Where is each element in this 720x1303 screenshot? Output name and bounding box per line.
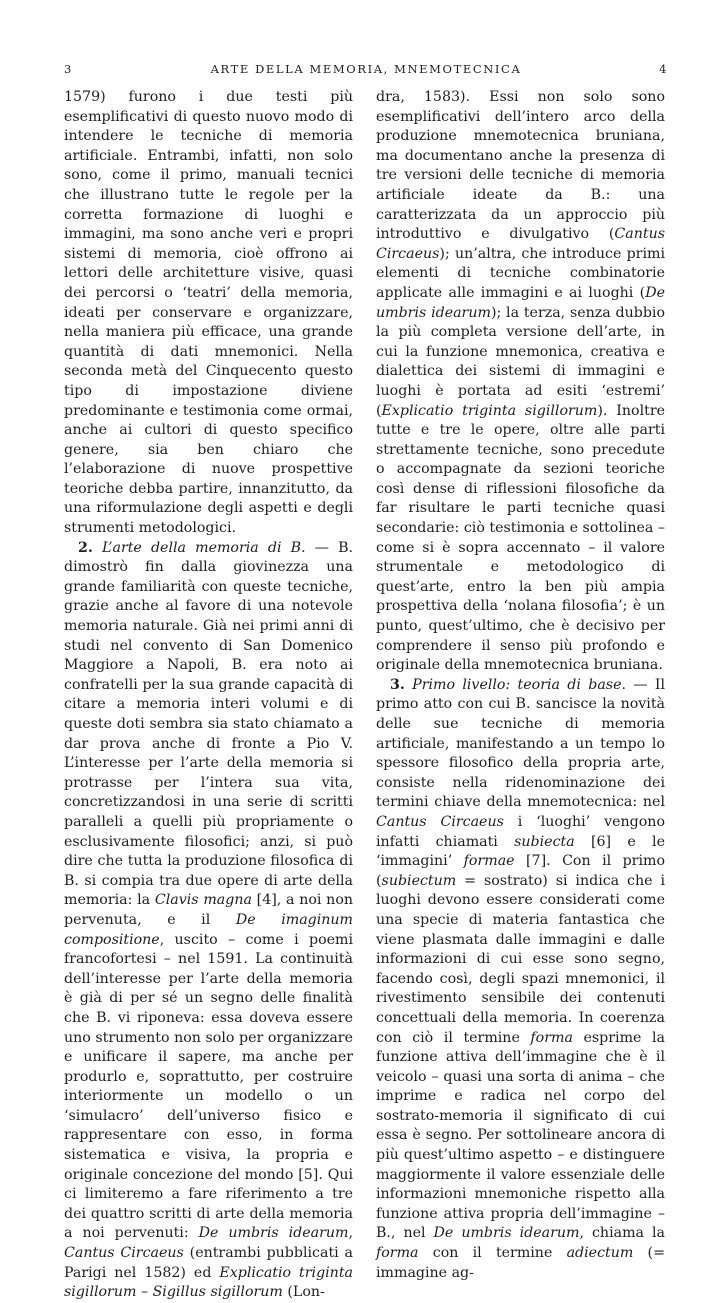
text-run: Il primo atto con cui B. sancisce la novità delle sue tecniche di memoria artificiale, manifestando a un tempo lo spessore filosofico della propria arte, consiste nella ridenominazione dei termini chiave della mnemotecnica: nel <box>376 676 666 811</box>
text-run: , <box>348 1225 353 1242</box>
text-run: ); un’altra, che introduce primi elementi di tecniche combinatorie applicate alle immagini e ai luoghi ( <box>376 245 665 301</box>
text-run: – <box>136 1284 153 1301</box>
work-title: Explicatio triginta sigillorum <box>64 1264 353 1301</box>
term: formae <box>463 853 515 870</box>
text-run: . — <box>621 676 655 693</box>
text-run: B. dimostrò fin dalla giovinezza una grande familiarità con queste tecniche, grazie anche al favore di una notevole memoria naturale. Già nei primi anni di studi nel convento di San Domenico Maggiore a Napoli, B. era noto ai confratelli per la sua grande capacità di citare a memoria interi volumi e di queste doti sembra sia stato chiamato a dar prova anche di fronte a Pio V. L’interesse per l’arte della memoria si protrasse per l’intera sua vita, concretizzandosi in una serie di scritti paralleli a quelli più propriamente o esclusivamente filosofici; anzi, si può dire che tutta la produzione filosofica di B. si compia tra due opere di arte della memoria: la <box>64 539 354 909</box>
page-number-left: 3 <box>64 62 73 76</box>
text-run: 1579) furono i due testi più esemplificativi di questo nuovo modo di intendere le tecniche di memoria artificiale. Entrambi, infatti, non solo sono, come il primo, manuali tecnici che illustrano tutte le regole per la corretta formazione di luoghi e immagini, ma sono anche veri e propri sistemi di memoria, cioè offrono ai lettori delle architetture visive, quasi dei percorsi o ‘teatri’ della memoria, ideati per conservare e organizzare, nella maniera più efficace, una grande quantità di dati mnemonici. Nella seconda metà del Cinquecento questo tipo di impostazione diviene predominante e testimonia come ormai, anche ai cultori di questo specifico genere, sia ben chiaro che l’elaborazione di nuove prospettive teoriche debba partire, innanzitutto, da una riformulazione degli aspetti e degli strumenti metodologici. <box>64 89 353 537</box>
text-run: dra, 1583). Essi non solo sono esemplificativi dell’intero arco della produzione mnemotecnica bruniana, ma documentano anche la presenza di tre versioni delle tecniche di memoria artificiale ideate da B.: una caratterizzata da un approccio più introduttivo e divulgativo ( <box>376 89 665 243</box>
work-title: Cantus Circaeus <box>376 226 665 262</box>
work-title: De umbris idearum <box>198 1225 349 1242</box>
section-3-paragraph <box>376 676 665 1283</box>
work-title: De imaginum compositione <box>64 911 353 948</box>
text-run: — <box>305 539 339 556</box>
work-title: Cantus Circaeus <box>64 1245 184 1262</box>
term: forma <box>530 1029 573 1046</box>
work-title: De umbris idearum <box>376 284 665 321</box>
running-title: ARTE DELLA MEMORIA, MNEMOTECNICA <box>210 62 522 76</box>
work-title: De umbris idearum <box>433 1225 580 1242</box>
term: subiecta <box>514 833 575 850</box>
text-run: , uscito – come i poemi francofortesi – nel 1591. La continuità dell’interesse per l’arte della memoria è già di per sé un segno delle finalità che B. vi riponeva: essa doveva essere uno strumento non solo per organizzare e unificare il sapere, ma anche per produrlo e, soprattutto, per costruire interiormente un modello o un ‘simulacro’ dell’universo fisico e rappresentare con esso, in forma sistematica e visiva, la propria e originale concezione del mondo [5]. Qui ci limiteremo a fare riferimento a tre dei quattro scritti di arte della memoria a noi pervenuti: <box>64 931 353 1242</box>
text-run: (entrambi pubblicati a Parigi nel 1582) ed <box>64 1245 353 1281</box>
text-run: , chiama la <box>579 1225 665 1242</box>
text-run: (= immagine ag- <box>376 1245 665 1281</box>
section-2-paragraph <box>64 539 353 1303</box>
section-number: 3. <box>390 676 405 693</box>
section-title: L’arte della memoria di B. <box>101 539 306 556</box>
section-number: 2. <box>78 539 93 556</box>
text-run: i ‘luoghi’ vengono infatti chiamati <box>376 813 665 850</box>
text-run: [4], a noi non pervenuta, e il <box>64 892 353 928</box>
text-run: = sostrato) si indica che i luoghi devono essere considerati come una specie di materia fantastica che viene plasmata dalle immagini e dalle informazioni di cui esse sono segno, facendo così, degli spazi mnemonici, il rivestimento sensibile dei contenuti concettuali della memoria. In coerenza con ciò il termine <box>376 872 665 1046</box>
work-title: Explicatio triginta sigillorum <box>381 402 598 419</box>
running-header <box>64 62 668 82</box>
text-run: ); la terza, senza dubbio la più completa versione dell’arte, in cui la funzione mnemonica, creativa e dialettica dei sistemi di immagini e luoghi è portata ad esiti ‘estremi’ ( <box>376 304 665 419</box>
work-title: Sigillus sigillorum <box>152 1284 283 1301</box>
text-run: con il termine <box>418 1245 567 1262</box>
section-title: Primo livello: teoria di base <box>412 676 622 693</box>
text-run: [7]. Con il primo ( <box>376 853 665 889</box>
work-title: Clavis magna <box>154 892 252 909</box>
term: subiectum <box>381 872 457 889</box>
text-run: esprime la funzione attiva dell’immagine che è il veicolo – quasi una sorta di anima – che imprime e radica nel corpo del sostrato-memoria il significato di cui essa è segno. Per sottolineare ancora di più quest’ultimo aspetto – e distinguere maggiormente il valore essenziale delle informazioni mnemoniche rispetto alla funzione attiva propria dell’immagine – B., nel <box>376 1029 665 1242</box>
paragraph-continued <box>376 88 665 676</box>
text-run: [6] e le ‘immagini’ <box>376 833 665 870</box>
paragraph-continued <box>64 88 353 539</box>
text-run: (Lon- <box>282 1284 325 1301</box>
work-title: Cantus Circaeus <box>376 813 504 830</box>
text-column-right <box>376 88 665 1283</box>
text-column-left <box>64 88 353 1303</box>
text-run: ). Inoltre tutte e tre le opere, oltre alle parti strettamente tecniche, sono precedute o accompagnate da sezioni teoriche così dense di riflessioni filosofiche da far risultare le parti tecniche quasi secondarie: ciò testimonia e sottolinea – come si è sopra accennato – il valore strumentale e metodologico di quest’arte, entro la ben più ampia prospettiva della ‘nolana filosofia’; è un punto, quest’ultimo, che è decisivo per comprendere il senso più profondo e originale della mnemotecnica bruniana. <box>376 402 665 674</box>
term: forma <box>376 1245 419 1262</box>
term: adiectum <box>566 1245 634 1262</box>
page-number-right: 4 <box>659 62 668 76</box>
